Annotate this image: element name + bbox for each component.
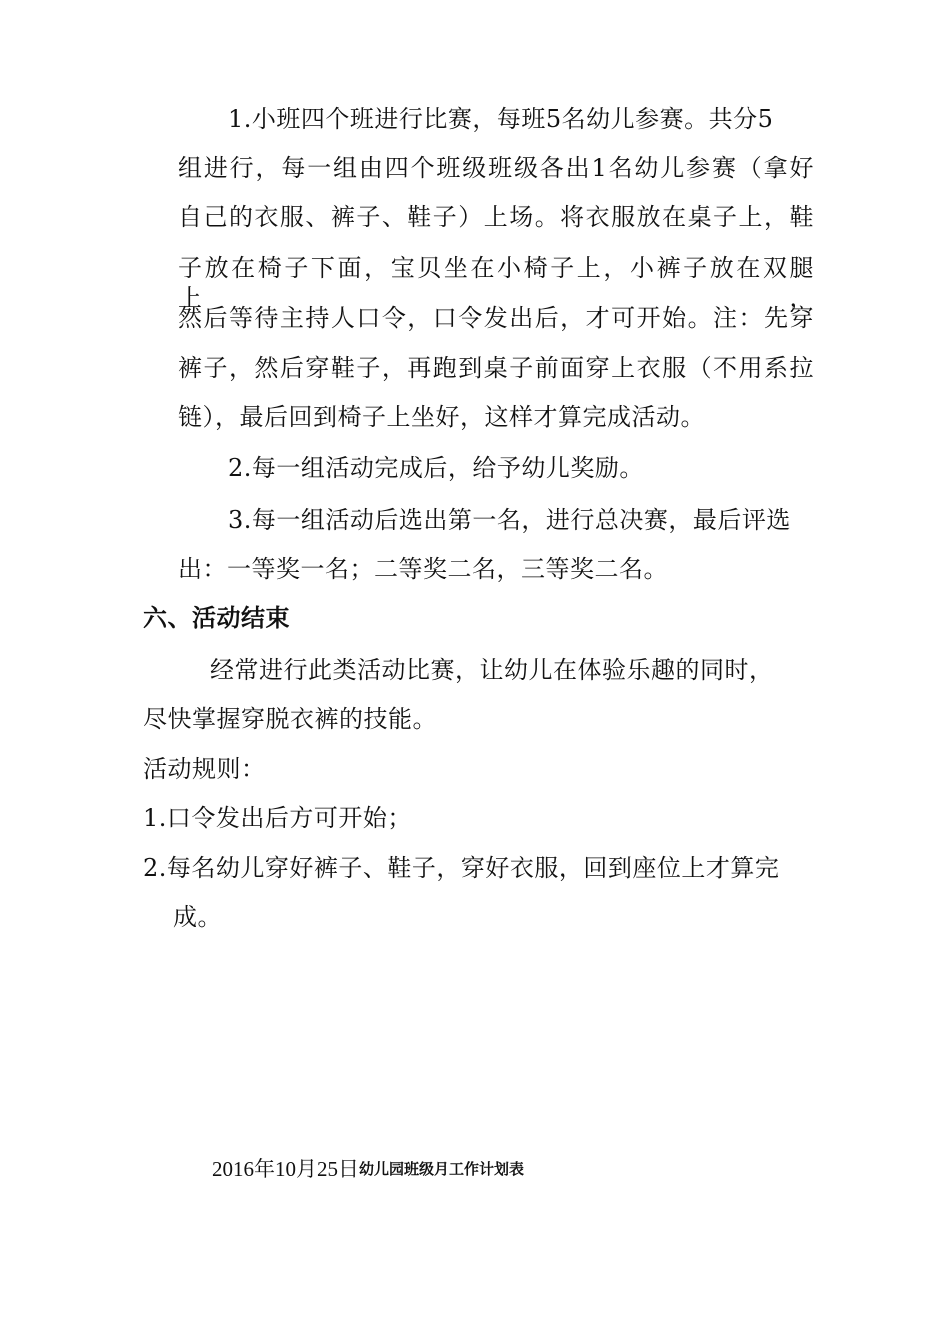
footer bbox=[212, 1153, 524, 1183]
item3-line-2: 出：一等奖一名；二等奖二名，三等奖二名。 bbox=[178, 555, 668, 583]
item1-line-7: 链），最后回到椅子上坐好，这样才算完成活动。 bbox=[178, 403, 705, 431]
item1-line-2: 组进行，每一组由四个班级班级各出1名幼儿参赛（拿好 bbox=[178, 154, 814, 182]
item1-line-6: 裤子，然后穿鞋子，再跑到桌子前面穿上衣服（不用系拉 bbox=[178, 354, 814, 382]
item1-line-5: 然后等待主持人口令，口令发出后，才可开始。注：先穿 bbox=[178, 304, 814, 332]
item1-line-1: 1.小班四个班进行比赛，每班5名幼儿参赛。共分5 bbox=[228, 105, 774, 133]
section6-heading: 六、活动结束 bbox=[143, 604, 290, 632]
footer-title: 幼儿园班级月工作计划表 bbox=[359, 1160, 525, 1178]
rules-label: 活动规则： bbox=[143, 755, 266, 783]
item3-line-1: 3.每一组活动后选出第一名，进行总决赛，最后评选 bbox=[228, 506, 791, 534]
footer-date: 2016年10月25日 bbox=[212, 1157, 359, 1181]
item2-line: 2.每一组活动完成后，给予幼儿奖励。 bbox=[228, 454, 644, 482]
item1-line-4: 子放在椅子下面，宝贝坐在小椅子上，小裤子放在双腿上， bbox=[178, 254, 814, 312]
section6-body-line-1: 经常进行此类活动比赛，让幼儿在体验乐趣的同时， bbox=[210, 656, 774, 684]
item1-line-3: 自己的衣服、裤子、鞋子）上场。将衣服放在桌子上，鞋 bbox=[178, 203, 814, 231]
rule-2-line-2: 成。 bbox=[173, 903, 222, 931]
rule-1: 1.口令发出后方可开始； bbox=[143, 804, 412, 832]
section6-body-line-2: 尽快掌握穿脱衣裤的技能。 bbox=[143, 705, 437, 733]
rule-2-line-1: 2.每名幼儿穿好裤子、鞋子，穿好衣服，回到座位上才算完 bbox=[143, 854, 780, 882]
